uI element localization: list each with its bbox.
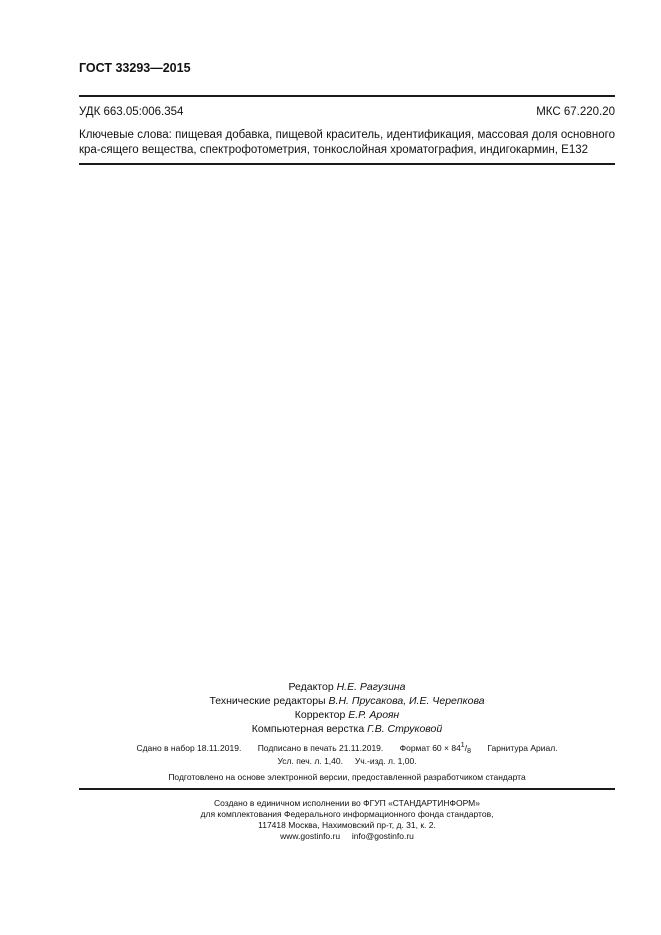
- layout-label: Компьютерная верстка: [251, 723, 365, 735]
- corrector-label: Корректор: [294, 709, 346, 721]
- publishing-line-1: [79, 742, 615, 755]
- format-denominator: 8: [467, 748, 471, 755]
- mks-code: МКС 67.220.20: [536, 106, 615, 118]
- credit-editor: [79, 680, 615, 694]
- typeface: Гарнитура Ариал.: [487, 743, 558, 753]
- keywords-paragraph: Ключевые слова: пищевая добавка, пищевой краситель, идентификация, массовая доля основного кра-сящего вещества, спектрофотометрия, тонкослойная хроматография, индигокармин, E132: [79, 129, 615, 156]
- website-link[interactable]: www.gostinfo.ru: [280, 831, 341, 841]
- credit-corrector: [79, 708, 615, 722]
- footer-divider: [79, 788, 615, 790]
- edition-sheets: Уч.-изд. л. 1,00.: [354, 756, 417, 766]
- editor-label: Редактор: [288, 681, 334, 693]
- submitted-date: Сдано в набор 18.11.2019.: [136, 743, 242, 753]
- credit-layout: [79, 722, 615, 736]
- document-code: ГОСТ 33293—2015: [79, 61, 191, 75]
- prepared-note: Подготовлено на основе электронной версии, предоставленной разработчиком стандарта: [168, 772, 526, 782]
- top-divider: [79, 95, 615, 97]
- format-prefix: Формат 60 × 84: [399, 743, 461, 753]
- credit-tech-editors: [79, 694, 615, 708]
- tech-editors-names: В.Н. Прусакова, И.Е. Черепкова: [328, 695, 485, 707]
- corrector-name: Е.Р. Ароян: [348, 709, 400, 721]
- format-separator: /: [464, 743, 468, 753]
- paper-format: [400, 743, 471, 753]
- footer-line-2: для комплектования Федерального информационного фонда стандартов,: [200, 809, 494, 819]
- publishing-line-2: [79, 756, 615, 766]
- footer-contacts: [79, 831, 615, 842]
- tech-editors-label: Технические редакторы: [209, 695, 326, 707]
- keywords-divider: [79, 163, 615, 165]
- editor-name: Н.Е. Рагузина: [336, 681, 406, 693]
- format-numerator: 1: [460, 742, 465, 749]
- print-sheets: Усл. печ. л. 1,40.: [277, 756, 343, 766]
- email-link[interactable]: info@gostinfo.ru: [351, 831, 414, 841]
- signed-date: Подписано в печать 21.11.2019.: [257, 743, 384, 753]
- udk-code: УДК 663.05:006.354: [79, 106, 184, 118]
- footer-line-3: 117418 Москва, Нахимовский пр-т, д. 31, к. 2.: [258, 820, 436, 830]
- footer-line-1: Создано в единичном исполнении во ФГУП «СТАНДАРТИНФОРМ»: [213, 798, 480, 808]
- layout-name: Г.В. Струковой: [367, 723, 443, 735]
